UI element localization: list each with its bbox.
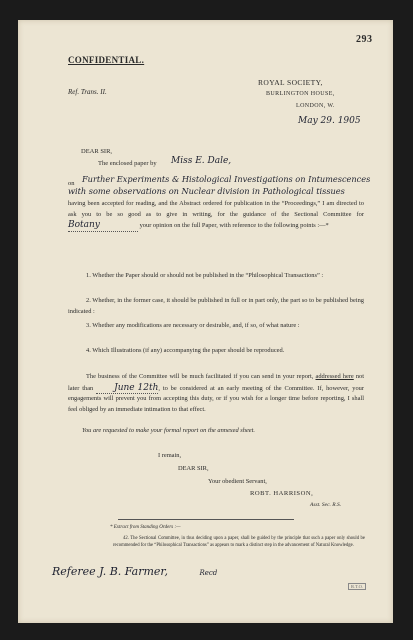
report-request: You are requested to make your formal report on the annexed sheet. <box>82 427 255 434</box>
handwritten-section: Botany <box>68 220 138 232</box>
on-label: on <box>68 180 75 187</box>
address-line-1: BURLINGTON HOUSE, <box>266 91 335 97</box>
confidential-heading: CONFIDENTIAL. <box>68 55 145 65</box>
closing-remain: I remain, <box>158 452 182 459</box>
society-name: ROYAL SOCIETY, <box>258 78 323 87</box>
handwritten-date: May 29. 1905 <box>298 116 361 126</box>
handwritten-title-line-2: with some observations on Nuclear division in Pathological tissues <box>68 186 345 196</box>
letter-sheet <box>18 20 393 623</box>
not-later-than: not later than <box>68 373 365 392</box>
signatory-name: ROBT. HARRISON, <box>250 490 314 497</box>
point-3: 3. Whether any modifications are necessary or desirable, and, if so, of what nature : <box>86 322 300 329</box>
footnote-heading: * Extract from Standing Orders :— <box>110 525 181 530</box>
handwritten-deadline: June 12th <box>96 383 158 395</box>
paragraph-deadline-text-end: , to be considered at an early meeting of the Committee. If, however, your engagements will prevent you from accepting this duty, or if you wish for a longer time before reporting, I shall feel obliged by an immediate intimation to that effect. <box>68 384 365 413</box>
address-line-2: LONDON, W. <box>296 103 335 109</box>
addressed-here: addressed here <box>315 373 354 380</box>
paragraph-request-text: having been accepted for reading, and the Abstract ordered for publication in the “Proceedings,” I am directed to ask you to be so good as to give in writing, for the guidance of the Sectional Committee for <box>68 200 364 218</box>
handwritten-author: Miss E. Dale, <box>171 156 232 166</box>
point-4: 4. Which Illustrations (if any) accompanying the paper should be reproduced. <box>86 347 285 354</box>
footnote-divider <box>118 519 294 520</box>
closing-obedient: Your obedient Servant, <box>208 478 267 485</box>
point-1: 1. Whether the Paper should or should not be published in the “Philosophical Transactions” : <box>86 272 324 279</box>
rto-stamp: R.T.O. <box>348 583 366 590</box>
reference-label: Ref. Trans. II. <box>68 88 107 96</box>
paragraph-request <box>68 199 364 232</box>
referee-name: Referee J. B. Farmer, <box>52 565 168 578</box>
referee-initials: Recd <box>199 569 218 577</box>
handwritten-referee <box>52 565 217 578</box>
paragraph-deadline <box>68 372 364 415</box>
closing-salutation: DEAR SIR, <box>178 465 209 472</box>
page-number: 293 <box>356 34 373 45</box>
footnote-text: 42. The Sectional Committee, in thus deciding upon a paper, shall be guided by the principle that such a paper only should be recommended for the “Philosophical Transactions” as appears to mark a distinct step in the advancement of Natural Knowledge. <box>113 536 365 548</box>
point-2: 2. Whether, in the former case, it should be published in full or in part only, the part so to be published being indicated : <box>68 297 364 315</box>
signatory-title: Asst. Sec. R.S. <box>310 502 342 508</box>
paragraph-request-text-end: your opinion on the full Paper, with reference to the following points :—* <box>139 222 329 230</box>
salutation: DEAR SIR, <box>81 148 113 155</box>
handwritten-title-line-1: Further Experiments & Histological Investigations on Intumescences <box>82 174 371 184</box>
paragraph-deadline-text: The business of the Committee will be much facilitated if you can send in your report, <box>86 373 314 380</box>
enclosed-prefix: The enclosed paper by <box>98 160 157 167</box>
